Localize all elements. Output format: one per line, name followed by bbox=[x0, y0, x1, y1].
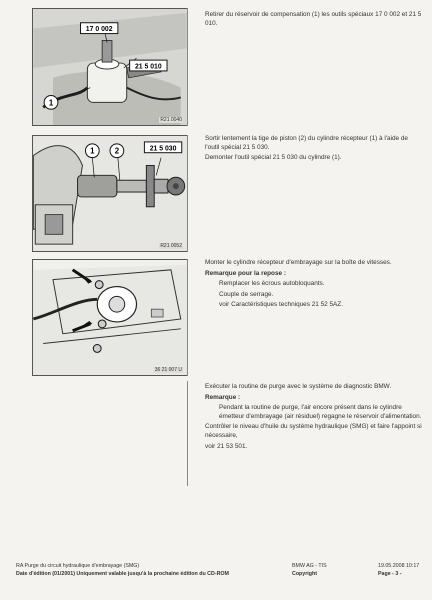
callout-label: 2 bbox=[114, 146, 120, 156]
instruction-text: Exécuter la routine de purge avec le système de diagnostic BMW. bbox=[205, 383, 392, 390]
instruction-text: Demonter l'outil spécial 21 5 030 du cylindre (1). bbox=[205, 154, 342, 162]
instruction-text: Retirer du réservoir de compensation (1) les outils spéciaux 17 0 002 et 21 5 010. bbox=[205, 11, 422, 27]
instruction-text: Contrôler le niveau d'huile du système hydraulique (SMG) et faire l'appoint si nécessaire, bbox=[205, 423, 422, 439]
remark-item: Remplacer les écrous autobloquants. bbox=[219, 280, 325, 288]
instruction-block bbox=[205, 135, 423, 165]
figure-code: 36 21 007 U bbox=[154, 367, 182, 373]
page-footer bbox=[16, 563, 421, 578]
figure-code: R21 0040 bbox=[160, 117, 182, 123]
callout-label: 17 0 002 bbox=[85, 26, 113, 34]
footer-row bbox=[16, 563, 421, 571]
footer-row bbox=[16, 571, 421, 579]
divider bbox=[187, 8, 188, 126]
footer-publisher: BMW AG - TIS bbox=[292, 563, 327, 569]
divider bbox=[187, 259, 188, 376]
remark-title: Remarque pour la repose : bbox=[205, 269, 286, 277]
callout-label: 21 5 030 bbox=[149, 145, 177, 153]
divider bbox=[187, 135, 188, 252]
reference-text: voir 21 53 501. bbox=[205, 442, 248, 450]
slave-cylinder-illustration bbox=[33, 260, 187, 375]
callout-label: 21 5 010 bbox=[134, 63, 162, 71]
callout-label: 1 bbox=[90, 146, 95, 156]
figure-slave-cylinder bbox=[32, 259, 188, 376]
remark-title: Remarque : bbox=[205, 393, 241, 401]
instruction-text: Monter le cylindre récepteur d'embrayage sur la boîte de vitesses. bbox=[205, 259, 392, 266]
figure-piston-rod bbox=[32, 135, 188, 252]
remark-text: Pendant la routine de purge, l'air encore présent dans le cylindre émetteur d'embrayage (air résiduel) regagne le réservoir d'alimentation. bbox=[219, 404, 422, 420]
instruction-block bbox=[205, 11, 423, 30]
piston-tool-illustration bbox=[33, 136, 187, 251]
remark-item: voir Caractéristiques techniques 21 52 5AZ. bbox=[219, 301, 343, 309]
reservoir-illustration bbox=[33, 9, 187, 125]
footer-page-number: Page - 3 - bbox=[378, 570, 402, 577]
figure-reservoir-tools bbox=[32, 8, 188, 126]
divider bbox=[187, 381, 188, 486]
callout-label: 1 bbox=[48, 98, 54, 108]
instruction-text: Sortir lentement la tige de piston (2) du cylindre récepteur (1) à l'aide de l'outil spécial 21 5 030. bbox=[205, 135, 408, 151]
figure-code: R21 0052 bbox=[160, 243, 182, 249]
instruction-block bbox=[205, 259, 423, 312]
footer-datetime: 19.05.2008 10:17 bbox=[378, 563, 420, 569]
instruction-block bbox=[205, 383, 423, 453]
footer-title: RA Purge du circuit hydraulique d'embrayage (SMG) bbox=[16, 563, 140, 569]
remark-item: Couple de serrage. bbox=[219, 290, 274, 298]
footer-copyright: Copyright bbox=[292, 570, 318, 577]
footer-edition: Date d'édition (01/2001) Uniquement valable jusqu'à la prochaine édition du CD-ROM bbox=[16, 570, 229, 577]
